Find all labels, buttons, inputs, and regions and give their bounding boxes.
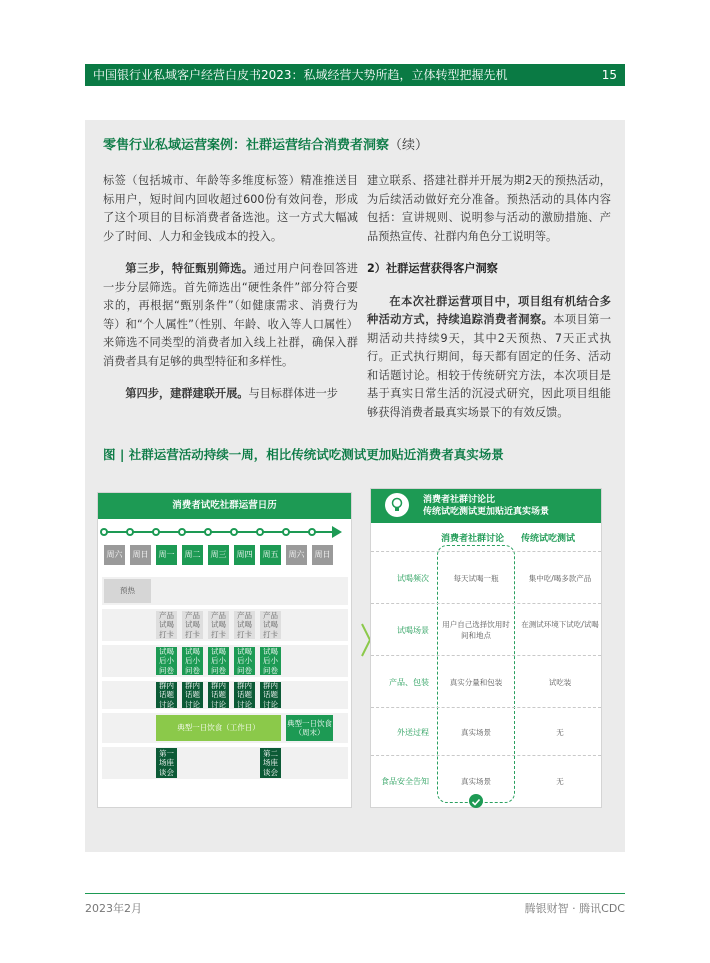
header-title: 中国银行业私域客户经营白皮书2023：私域经营大势所趋，立体转型把握先机 [93, 68, 508, 82]
cell-traditional: 无 [556, 777, 564, 786]
cell-community: 每天试喝一瓶 [453, 574, 499, 583]
column-header-traditional: 传统试吃测试 [521, 534, 576, 544]
day-label: 周一 [156, 545, 177, 565]
comparison-header-line2: 传统试吃测试更加贴近真实场景 [423, 507, 550, 517]
timeline-dot [178, 528, 186, 536]
activity-block: 产品试喝打卡 [182, 611, 203, 639]
right-text-column [367, 172, 611, 436]
page-number: 15 [601, 68, 617, 82]
activity-block: 产品试喝打卡 [260, 611, 281, 639]
footer-brand: 腾银财智 · 腾讯CDC [524, 902, 625, 915]
day-label: 周二 [182, 545, 203, 565]
cell-community: 真实场景 [461, 728, 491, 737]
row-label: 试喝频次 [397, 574, 429, 583]
schedule-calendar [97, 492, 352, 808]
paragraph: 第三步，特征甄别筛选。通过用户问卷回答进一步分层筛选。首先筛选出“硬性条件”部分符合要求的，再根据“甄别条件”（如健康需求、消费行为等）和“个人属性”（性别、年龄、收入等人口属性）来筛选不同类型的消费者加入线上社群，确保入群消费者具有足够的典型特征和多样性。 [103, 262, 358, 368]
day-label: 周四 [234, 545, 255, 565]
cell-traditional: 无 [556, 728, 564, 737]
activity-block: 试喝后小问卷 [234, 647, 255, 675]
typical-day-weekend-block: 典型一日饮食（周末） [286, 715, 333, 741]
comparison-row [371, 603, 601, 655]
typical-day-weekday-block: 典型一日饮食（工作日） [156, 715, 281, 741]
timeline-dot [204, 528, 212, 536]
comparison-row [371, 755, 601, 807]
case-title: 零售行业私域运营案例：社群运营结合消费者洞察（续） [103, 138, 429, 153]
paragraph: 第四步，建群建联开展。与目标群体进一步 [125, 387, 338, 400]
activity-block: 试喝后小问卷 [182, 647, 203, 675]
activity-block: 试喝后小问卷 [208, 647, 229, 675]
cell-traditional: 试吃装 [548, 678, 572, 687]
day-label: 周五 [260, 545, 281, 565]
row-label: 产品、包装 [389, 678, 429, 687]
lightbulb-icon [385, 493, 409, 517]
meeting-block: 第一场座谈会 [156, 748, 177, 778]
day-label: 周六 [286, 545, 307, 565]
activity-block: 产品试喝打卡 [234, 611, 255, 639]
activity-block: 产品试喝打卡 [208, 611, 229, 639]
column-header-community: 消费者社群讨论 [441, 534, 505, 544]
activity-block: 群内话题讨论 [156, 682, 177, 708]
activity-block: 群内话题讨论 [208, 682, 229, 708]
timeline-dot [308, 528, 316, 536]
warmup-block: 预热 [104, 579, 151, 603]
row-label: 外送过程 [397, 728, 429, 737]
schedule-row [102, 747, 348, 779]
cell-traditional: 在测试环境下试吃/试喝 [521, 620, 599, 629]
timeline-dot [152, 528, 160, 536]
footer-divider [85, 893, 625, 894]
figure-title: 图 | 社群运营活动持续一周，相比传统试吃测试更加贴近消费者真实场景 [103, 447, 504, 462]
activity-block: 试喝后小问卷 [156, 647, 177, 675]
left-text-column [103, 172, 358, 418]
row-label: 试喝场景 [397, 626, 429, 635]
cell-community: 用户自己选择饮用时间和地点 [442, 620, 510, 640]
cell-community: 真实分量和包装 [449, 678, 503, 687]
paragraph: 标签（包括城市、年龄等多维度标签）精准推送目标用户，短时间内回收超过600份有效问卷，形成了这个项目的目标消费者备选池。这一方式大幅减少了时间、人力和金钱成本的投入。 [103, 174, 358, 243]
timeline-dot [282, 528, 290, 536]
activity-block: 群内话题讨论 [260, 682, 281, 708]
activity-block: 试喝后小问卷 [260, 647, 281, 675]
paragraph: 建立联系、搭建社群并开展为期2天的预热活动，为后续活动做好充分准备。预热活动的具体内容包括：宣讲规则、说明参与活动的激励措施、产品预热宣传、社群内角色分工说明等。 [367, 174, 611, 243]
comparison-header [371, 489, 601, 523]
footer-date: 2023年2月 [85, 902, 142, 915]
cell-community: 真实场景 [461, 777, 491, 786]
day-label: 周日 [130, 545, 151, 565]
activity-block: 产品试喝打卡 [156, 611, 177, 639]
comparison-table [370, 488, 602, 808]
timeline-line [104, 531, 334, 533]
cell-traditional: 集中吃/喝多款产品 [528, 574, 592, 583]
comparison-row [371, 707, 601, 755]
day-label: 周日 [312, 545, 333, 565]
timeline-dot [126, 528, 134, 536]
comparison-row [371, 551, 601, 603]
subheading: 2）社群运营获得客户洞察 [367, 262, 498, 275]
paragraph: 在本次社群运营项目中，项目组有机结合多种活动方式，持续追踪消费者洞察。本项目第一期活动共持续9天，其中2天预热、7天正式执行。正式执行期间，每天都有固定的任务、活动和话题讨论。相较于传统研究方法，本次项目是基于真实日常生活的沉浸式研究，因此项目组能够获得消费者最真实场景下的有效反馈。 [367, 294, 611, 419]
header-bar [85, 64, 625, 86]
case-panel [85, 120, 625, 852]
activity-block: 群内话题讨论 [234, 682, 255, 708]
meeting-block: 第二场座谈会 [260, 748, 281, 778]
row-label: 食品安全告知 [381, 777, 429, 786]
timeline-arrow-icon [332, 526, 342, 538]
timeline-dot [100, 528, 108, 536]
schedule-header: 消费者试吃社群运营日历 [98, 493, 351, 519]
timeline-dot [256, 528, 264, 536]
day-label: 周六 [104, 545, 125, 565]
comparison-row [371, 655, 601, 707]
timeline-dot [230, 528, 238, 536]
day-label: 周三 [208, 545, 229, 565]
comparison-header-line1: 消费者社群讨论比 [423, 495, 496, 505]
activity-block: 群内话题讨论 [182, 682, 203, 708]
